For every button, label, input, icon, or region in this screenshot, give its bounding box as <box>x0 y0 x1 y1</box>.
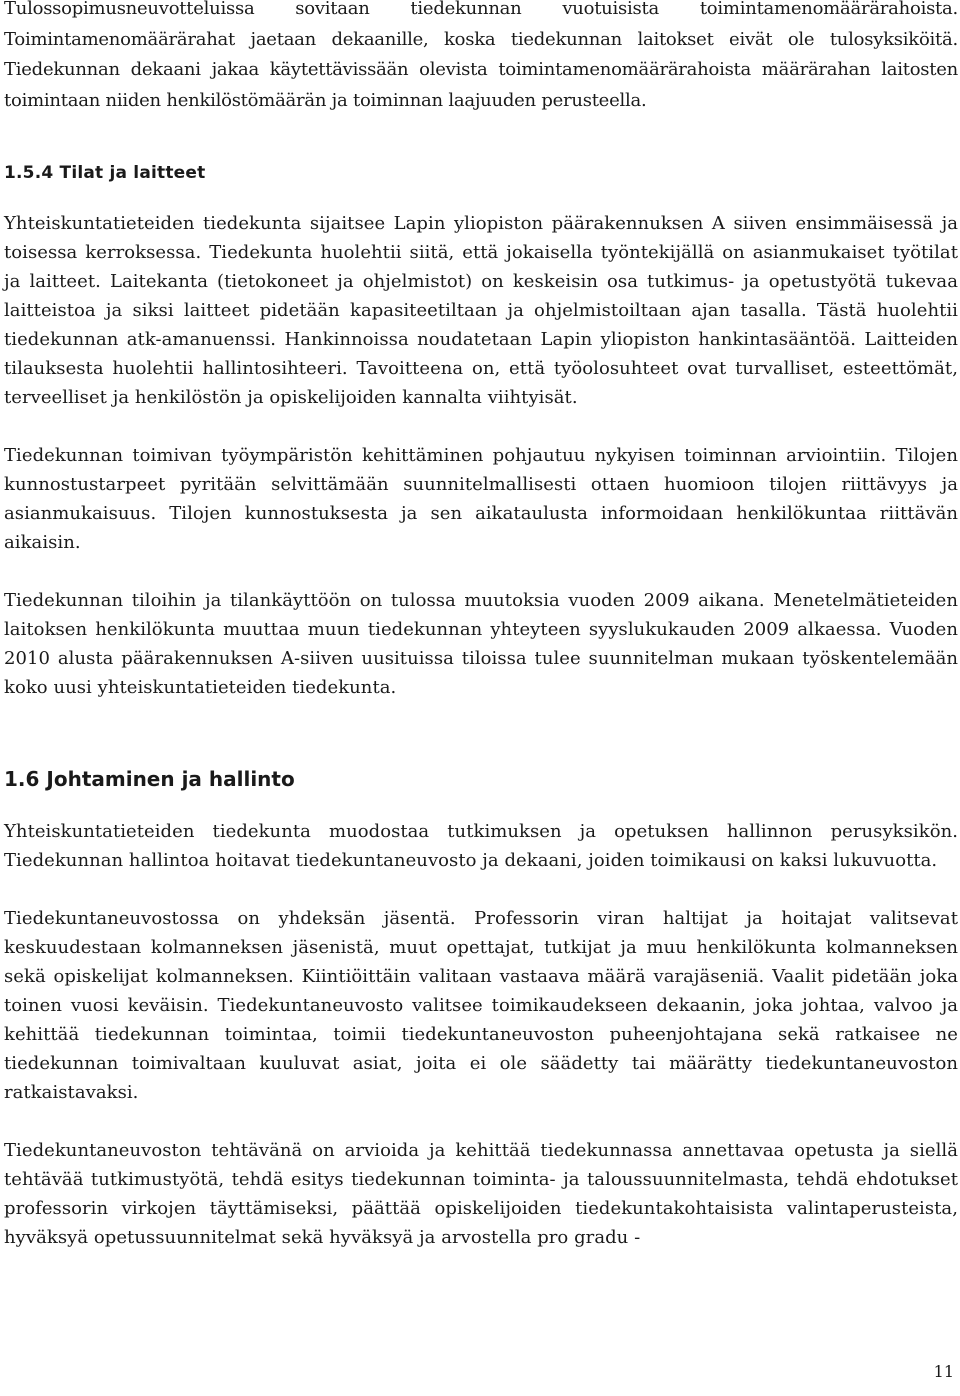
page-number: 11 <box>933 1362 954 1381</box>
paragraph-johtaminen-1: Yhteiskuntatieteiden tiedekunta muodostaa tutkimuksen ja opetuksen hallinnon perusyksikön. Tiedekunnan hallintoa hoitavat tiedekuntaneuvosto ja dekaani, joiden toimikausi on kaksi lukuvuotta. <box>4 821 958 871</box>
spacer <box>4 1107 958 1136</box>
paragraph-tilat-1: Yhteiskuntatieteiden tiedekunta sijaitsee Lapin yliopiston päärakennuksen A siiven ensimmäisessä ja toisessa kerroksessa. Tiedekunta huolehtii siitä, että jokaisella työntekijällä on asianmukaiset työtilat ja laitteet. Laitekanta (tietokoneet ja ohjelmistot) on keskeisin osa tutkimus- ja opetustyötä tukevaa laitteistoa ja siksi laitteet pidetään kapasiteetiltaan ja ohjelmistoiltaan ajan tasalla. Tästä huolehtii tiedekunnan atk-amanuenssi. Hankinnoissa noudatetaan Lapin yliopiston hankintasääntöä. Laitteiden tilauksesta huolehtii hallintosihteeri. Tavoitteena on, että työolosuhteet ovat turvalliset, esteettömät, terveelliset ja henkilöstön ja opiskelijoiden kannalta viihtyisät. <box>4 213 958 408</box>
intro-paragraph: Tulossopimusneuvotteluissa sovitaan tiedekunnan vuotuisista toimintamenomäärärahoista. Toimintamenomäärärahat jaetaan dekaanille, koska tiedekunnan laitokset eivät ole tulosyksiköitä. Tiedekunnan dekaani jakaa käytettävissään olevista toimintamenomäärärahoista määrärahan laitosten toimintaan niiden henkilöstömäärän ja toiminnan laajuuden perusteella. <box>4 0 958 111</box>
section-heading-tilat-ja-laitteet: 1.5.4 Tilat ja laitteet <box>4 163 206 183</box>
paragraph-johtaminen-3: Tiedekuntaneuvoston tehtävänä on arvioida ja kehittää tiedekunnassa annettavaa opetusta ja siellä tehtävää tutkimustyötä, tehdä esitys tiedekunnan toiminta- ja taloussuunnitelmasta, tehdä ehdotukset professorin virkojen täyttämiseksi, päättää opiskelijoiden tiedekuntakohtaisista valintaperusteista, hyväksyä opetussuunnitelmat sekä hyväksyä ja arvostella pro gradu - <box>4 1140 958 1248</box>
spacer <box>4 702 958 767</box>
paragraph-tilat-3: Tiedekunnan tiloihin ja tilankäyttöön on tulossa muutoksia vuoden 2009 aikana. Menetelmätieteiden laitoksen henkilökunta muuttaa muun tiedekunnan yhteyteen syyslukukauden 2009 alkaessa. Vuoden 2010 alusta päärakennuksen A-siiven uusituissa tiloissa tulee suunnitelman mukaan työskentelemään koko uusi yhteiskuntatieteiden tiedekunta. <box>4 590 958 698</box>
spacer <box>4 116 958 163</box>
spacer <box>4 875 958 904</box>
spacer <box>4 183 958 209</box>
spacer <box>4 557 958 586</box>
spacer <box>4 791 958 817</box>
document-page <box>4 0 958 1252</box>
section-heading-johtaminen-ja-hallinto: 1.6 Johtaminen ja hallinto <box>4 767 295 791</box>
spacer <box>4 412 958 441</box>
paragraph-johtaminen-2: Tiedekuntaneuvostossa on yhdeksän jäsentä. Professorin viran haltijat ja hoitajat valitsevat keskuudestaan kolmanneksen jäsenistä, muut opettajat, tutkijat ja muu henkilökunta kolmanneksen sekä opiskelijat kolmanneksen. Kiintiöittäin valitaan vastaava määrä varajäseniä. Vaalit pidetään joka toinen vuosi keväisin. Tiedekuntaneuvosto valitsee toimikaudekseen dekaanin, joka johtaa, valvoo ja kehittää tiedekunnan toimintaa, toimii tiedekuntaneuvoston puheenjohtajana sekä ratkaisee ne tiedekunnan toimivaltaan kuuluvat asiat, joita ei ole säädetty tai määrätty tiedekuntaneuvoston ratkaistavaksi. <box>4 908 958 1103</box>
paragraph-tilat-2: Tiedekunnan toimivan työympäristön kehittäminen pohjautuu nykyisen toiminnan arviointiin. Tilojen kunnostustarpeet pyritään selvittämään suunnitelmallisesti ottaen huomioon tilojen riittävyys ja asianmukaisuus. Tilojen kunnostuksesta ja sen aikataulusta informoidaan henkilökuntaa riittävän aikaisin. <box>4 445 958 553</box>
